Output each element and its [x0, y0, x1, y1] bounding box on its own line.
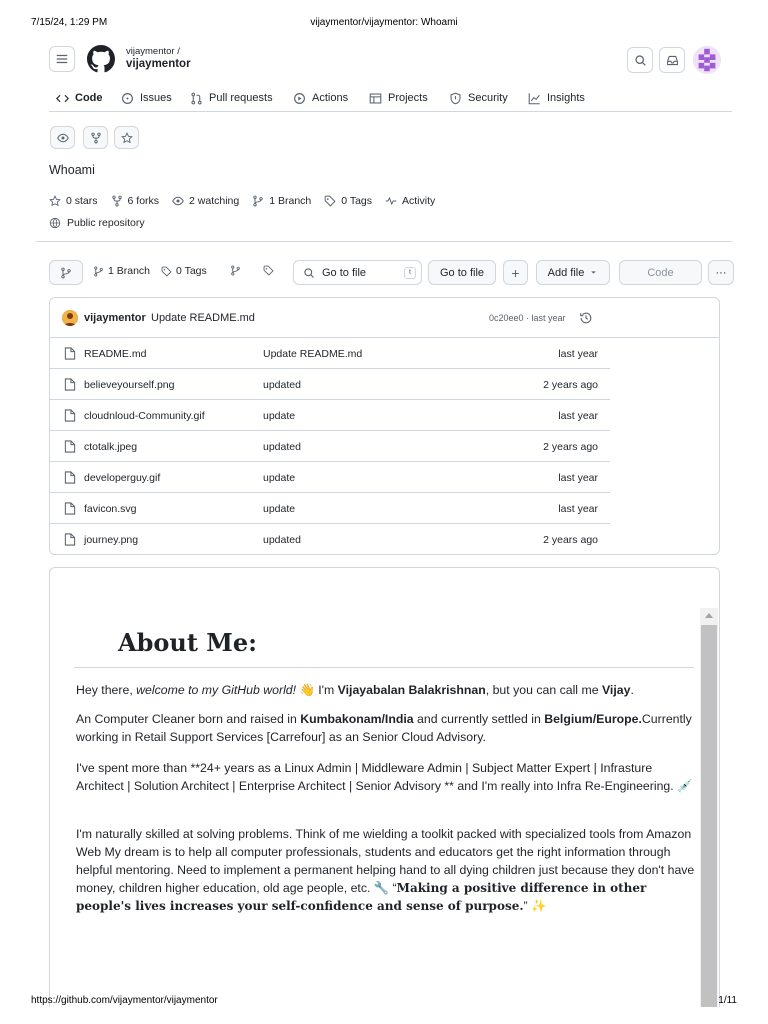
intro-mid2: , but you can call me [485, 683, 602, 697]
go-to-file-placeholder: Go to file [322, 266, 367, 279]
mission-quote: Making a positive difference in other people's lives increases your self-confidence and sense of purpose. [76, 881, 647, 913]
file-row[interactable] [50, 462, 610, 493]
tags-link[interactable] [324, 195, 372, 207]
file-row[interactable] [50, 400, 610, 431]
person-icon [62, 310, 78, 326]
eye-icon [172, 195, 184, 207]
latest-commit [50, 298, 719, 338]
print-header [0, 17, 768, 31]
branch-icon-button[interactable] [230, 265, 241, 276]
commit-author[interactable]: vijaymentor [84, 312, 146, 324]
intro-fullname: Vijayabalan Balakrishnan [337, 683, 486, 697]
github-logo-icon[interactable] [87, 45, 115, 73]
search-button[interactable] [627, 47, 653, 73]
scroll-thumb[interactable] [701, 625, 717, 1007]
keyboard-shortcut: t [404, 267, 416, 279]
file-time: last year [558, 410, 598, 422]
inbox-button[interactable] [659, 47, 685, 73]
tab-pull-requests[interactable] [190, 88, 273, 108]
activity-link[interactable] [385, 195, 435, 207]
file-commit-message[interactable]: updated [263, 534, 301, 546]
tab-projects-label: Projects [388, 92, 428, 104]
intro-welcome: welcome to my GitHub world! [136, 683, 297, 697]
play-icon [293, 92, 306, 105]
tag-icon [263, 265, 274, 276]
watching-count: 2 watching [189, 195, 240, 207]
branch-icon [230, 265, 241, 276]
add-file-label: Add file [547, 266, 585, 279]
file-name[interactable]: believeyourself.png [84, 379, 175, 391]
tags-count: 0 Tags [341, 195, 373, 207]
file-time: 2 years ago [543, 534, 598, 546]
file-icon [64, 471, 76, 484]
tags-toolbar-label: 0 Tags [176, 265, 207, 277]
commit-meta[interactable]: 0c20ee0 · last year [489, 313, 566, 323]
star-button[interactable] [114, 126, 139, 149]
go-to-file-input[interactable] [293, 260, 422, 285]
branch-count: 1 Branch [269, 195, 312, 207]
code-icon [56, 92, 69, 105]
file-name[interactable]: cloudnloud-Community.gif [84, 410, 205, 422]
tab-code-label: Code [75, 92, 103, 104]
tab-pull-requests-label: Pull requests [209, 92, 273, 104]
readme-paragraph-intro [76, 681, 696, 699]
top-bar [49, 44, 732, 76]
globe-icon [49, 217, 61, 229]
file-commit-message[interactable]: update [263, 410, 296, 422]
file-list [49, 297, 720, 555]
file-name[interactable]: developerguy.gif [84, 472, 161, 484]
fork-button[interactable] [83, 126, 108, 149]
star-icon [121, 132, 133, 144]
file-row[interactable] [50, 431, 610, 462]
watch-button[interactable] [50, 126, 75, 149]
file-name[interactable]: journey.png [84, 534, 139, 546]
watching-link[interactable] [172, 195, 239, 207]
readme-heading-rule [74, 667, 694, 668]
print-datetime: 7/15/24, 1:29 PM [31, 17, 108, 28]
file-time: 2 years ago [543, 441, 598, 453]
tab-issues-label: Issues [140, 92, 172, 104]
identicon-icon [693, 46, 721, 74]
visibility [49, 215, 145, 231]
tags-toolbar-link[interactable] [161, 265, 207, 277]
intro-end: . [630, 683, 634, 697]
origin-text-a: An Computer Cleaner born and raised in [76, 712, 301, 726]
history-icon[interactable] [579, 311, 593, 325]
readme-paragraph-mission [76, 825, 696, 915]
stars-link[interactable] [49, 195, 98, 207]
activity-label: Activity [402, 195, 436, 207]
print-url: https://github.com/vijaymentor/vijaymentor [31, 995, 218, 1006]
file-icon [64, 409, 76, 422]
readme-scrollbar[interactable] [700, 608, 718, 1007]
print-title: vijaymentor/vijaymentor: Whoami [310, 17, 458, 28]
add-file-button[interactable] [536, 260, 610, 285]
tab-security-label: Security [468, 92, 508, 104]
file-time: last year [558, 348, 598, 360]
branches-label: 1 Branch [108, 265, 151, 277]
issue-icon [121, 92, 134, 105]
plus-icon: + [511, 264, 520, 281]
file-name[interactable]: README.md [84, 348, 147, 360]
plus-button[interactable] [503, 260, 528, 285]
branch-icon [252, 195, 264, 207]
mission-text: I'm naturally skilled at solving problems. Think of me wielding a toolkit packed with specialized tools from Amazon Web My dream is to help all computer professionals, students and educators get the right information through helpful mentoring. Need to implement a permanent helping hand to all dying children just because they don't have money, children higher education, old age people, etc. 🔧 “ [76, 827, 695, 895]
readme-paragraph-experience: I've spent more than **24+ years as a Linux Admin | Middleware Admin | Subject Matter Expert | Infrasture Architect | Solution Architect | Enterprise Architect | Senior Advisory ** and I'm really into Infra Re-Engineering. 💉 [76, 761, 693, 793]
file-icon [64, 347, 76, 360]
shield-icon [449, 92, 462, 105]
branch-switch-button[interactable] [49, 260, 83, 285]
search-icon [303, 267, 315, 279]
tag-icon-button[interactable] [263, 265, 274, 276]
tab-insights-label: Insights [547, 92, 585, 104]
file-row[interactable] [50, 369, 610, 400]
section-divider [36, 241, 732, 242]
tab-actions[interactable] [293, 88, 348, 108]
menu-button[interactable] [49, 46, 75, 72]
pull-request-icon [190, 92, 203, 105]
tab-security[interactable] [449, 88, 508, 108]
file-icon [64, 533, 76, 546]
owner-link[interactable]: vijaymentor / [126, 46, 180, 57]
file-commit-message[interactable]: update [263, 472, 296, 484]
go-to-file-button[interactable] [428, 260, 496, 285]
stars-count: 0 stars [66, 195, 98, 207]
print-footer [0, 995, 768, 1009]
file-commit-message[interactable]: update [263, 503, 296, 515]
commit-message[interactable]: Update README.md [151, 312, 255, 324]
commit-author-avatar[interactable] [62, 310, 78, 326]
fork-icon [90, 132, 102, 144]
intro-nickname: Vijay [601, 683, 631, 697]
user-avatar[interactable] [693, 46, 721, 74]
file-time: last year [558, 503, 598, 515]
forks-count: 6 forks [127, 195, 160, 207]
repo-meta [49, 193, 448, 209]
file-time: 2 years ago [543, 379, 598, 391]
readme-panel [49, 567, 720, 1007]
intro-mid: 👋 I'm [296, 683, 338, 697]
file-icon [64, 378, 76, 391]
branch-icon [60, 267, 72, 279]
file-name[interactable]: favicon.svg [84, 503, 137, 515]
fork-icon [111, 195, 123, 207]
file-row[interactable] [50, 338, 610, 369]
file-icon [64, 440, 76, 453]
branch-icon [93, 266, 104, 277]
origin-text-b: and currently settled in [413, 712, 545, 726]
readme-paragraph-origin [76, 710, 696, 746]
print-page-number: 1/11 [718, 995, 737, 1006]
tab-projects[interactable] [369, 88, 428, 108]
file-commit-message[interactable]: Update README.md [263, 348, 363, 360]
origin-text-c: Currently working in Retail Support Services [Carrefour] as an Senior Cloud Advisory. [76, 712, 692, 744]
origin-place-1: Kumbakonam/India [300, 712, 414, 726]
repo-nav [49, 86, 732, 112]
repo-description: Whoami [49, 163, 95, 177]
kebab-icon: ··· [715, 266, 727, 279]
tab-insights[interactable] [528, 88, 585, 108]
code-button[interactable] [619, 260, 702, 285]
star-icon [49, 195, 61, 207]
tag-icon [324, 195, 336, 207]
branches-link[interactable] [93, 265, 150, 277]
file-commit-message[interactable]: updated [263, 379, 301, 391]
visibility-label: Public repository [67, 217, 145, 229]
graph-icon [528, 92, 541, 105]
intro-text: Hey there, [76, 683, 137, 697]
file-commit-message[interactable]: updated [263, 441, 301, 453]
tab-actions-label: Actions [312, 92, 349, 104]
repo-link[interactable]: vijaymentor [126, 58, 191, 70]
file-row[interactable] [50, 493, 610, 524]
file-toolbar [49, 260, 732, 286]
readme-heading: About Me: [118, 628, 257, 657]
file-icon [64, 502, 76, 515]
file-time: last year [558, 472, 598, 484]
tab-code[interactable] [56, 88, 103, 108]
caret-down-icon [589, 268, 598, 277]
origin-place-2: Belgium/Europe. [544, 712, 642, 726]
pulse-icon [385, 195, 397, 207]
search-icon [634, 54, 647, 67]
mission-end: ” ✨ [523, 899, 547, 913]
scroll-up-arrow-icon[interactable] [705, 613, 713, 618]
forks-link[interactable] [111, 195, 160, 207]
eye-icon [57, 132, 69, 144]
hamburger-icon [55, 52, 69, 66]
more-button[interactable] [708, 260, 734, 285]
file-row[interactable] [50, 524, 610, 555]
table-icon [369, 92, 382, 105]
tab-issues[interactable] [121, 88, 172, 108]
inbox-icon [666, 54, 679, 67]
tag-icon [161, 266, 172, 277]
code-button-label: Code [647, 266, 674, 279]
file-name[interactable]: ctotalk.jpeg [84, 441, 138, 453]
go-to-file-button-label: Go to file [439, 266, 485, 279]
branch-link[interactable] [252, 195, 311, 207]
